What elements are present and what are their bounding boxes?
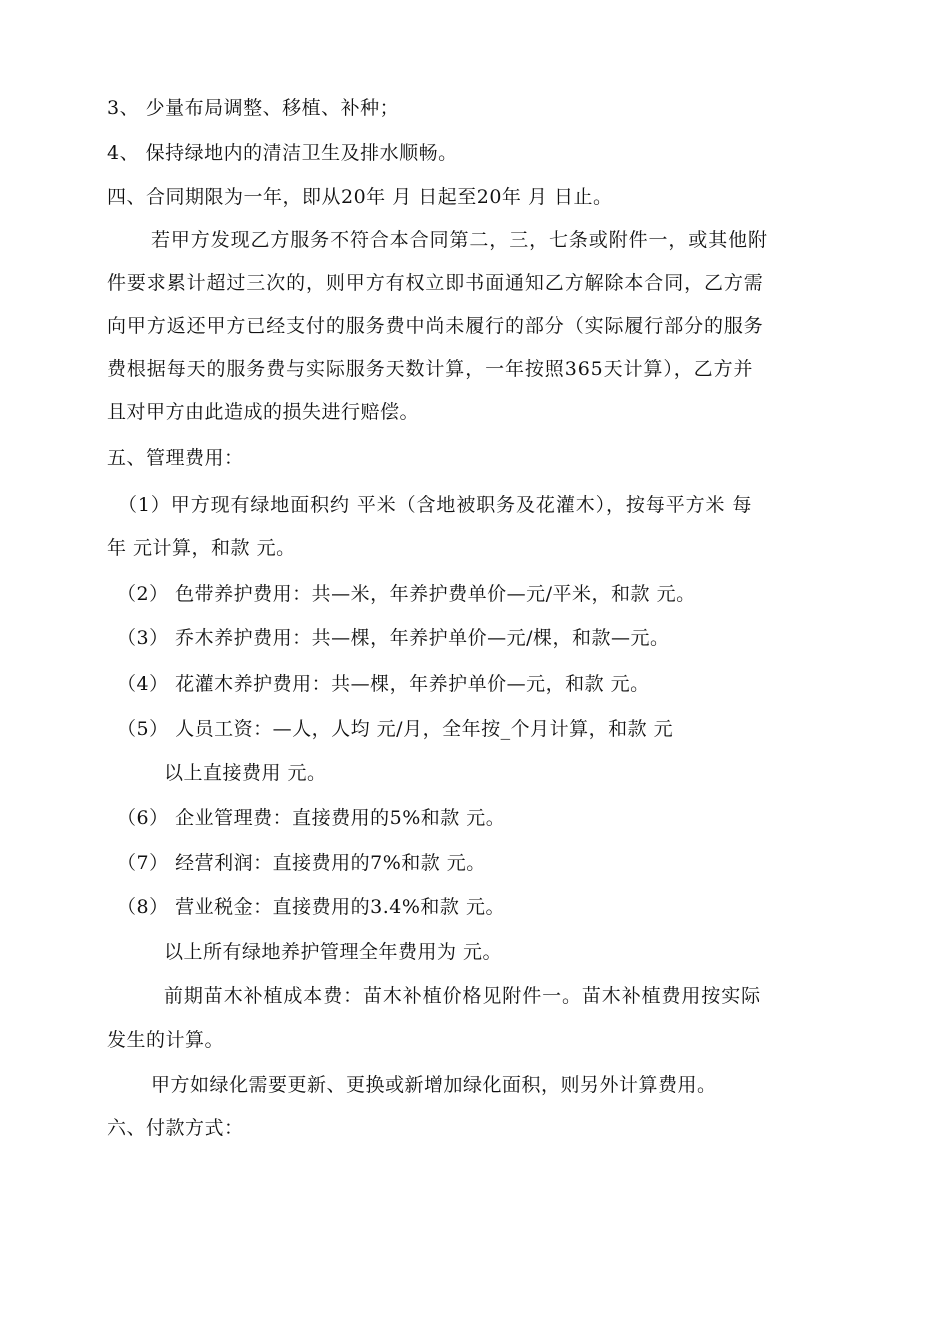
fee-item-1-line-1: （1）甲方现有绿地面积约 平米（含地被职务及花灌木），按每平方米 每 xyxy=(118,494,753,516)
additional-area-note: 甲方如绿化需要更新、更换或新增加绿化面积，则另外计算费用。 xyxy=(151,1074,717,1096)
fee-item-1-line-2: 年 元计算，和款 元。 xyxy=(107,537,296,559)
section-6-heading: 六、付款方式： xyxy=(107,1117,244,1139)
annual-total-cost: 以上所有绿地养护管理全年费用为 元。 xyxy=(164,941,503,963)
paragraph-termination-line-4: 费根据每天的服务费与实际服务天数计算，一年按照365天计算），乙方并 xyxy=(107,358,754,380)
section-5-heading: 五、管理费用： xyxy=(107,447,244,469)
fee-item-7: （7） 经营利润：直接费用的7%和款 元。 xyxy=(117,852,486,874)
list-item-3: 3、 少量布局调整、移植、补种； xyxy=(107,97,400,119)
paragraph-termination-line-1: 若甲方发现乙方服务不符合本合同第二，三，七条或附件一，或其他附 xyxy=(151,229,768,251)
fee-item-5: （5） 人员工资：—人，人均 元/月，全年按_个月计算，和款 元 xyxy=(117,718,674,740)
list-item-4: 4、 保持绿地内的清洁卫生及排水顺畅。 xyxy=(107,142,458,164)
fee-item-8: （8） 营业税金：直接费用的3.4%和款 元。 xyxy=(117,896,505,918)
direct-cost-total: 以上直接费用 元。 xyxy=(164,762,327,784)
seedling-cost-line-2: 发生的计算。 xyxy=(107,1029,225,1051)
fee-item-2: （2） 色带养护费用：共—米，年养护费单价—元/平米，和款 元。 xyxy=(117,583,696,605)
paragraph-termination-line-3: 向甲方返还甲方已经支付的服务费中尚未履行的部分（实际履行部分的服务 xyxy=(107,315,764,337)
fee-item-4: （4） 花灌木养护费用：共—棵，年养护单价—元，和款 元。 xyxy=(117,673,650,695)
paragraph-termination-line-5: 且对甲方由此造成的损失进行赔偿。 xyxy=(107,401,420,423)
paragraph-termination-line-2: 件要求累计超过三次的，则甲方有权立即书面通知乙方解除本合同，乙方需 xyxy=(107,272,764,294)
fee-item-6: （6） 企业管理费：直接费用的5%和款 元。 xyxy=(117,807,506,829)
section-4-contract-term: 四、合同期限为一年，即从20年 月 日起至20年 月 日止。 xyxy=(107,186,613,208)
fee-item-3: （3） 乔木养护费用：共—棵，年养护单价—元/棵，和款—元。 xyxy=(117,627,670,649)
seedling-cost-line-1: 前期苗木补植成本费：苗木补植价格见附件一。苗木补植费用按实际 xyxy=(164,985,762,1007)
